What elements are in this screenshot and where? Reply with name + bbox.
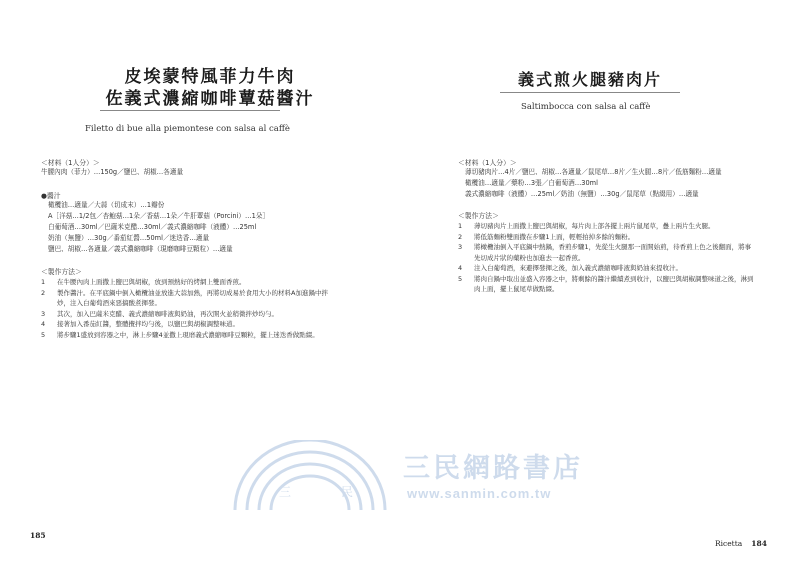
left-ingredient-line: 牛腰內肉（菲力）…150g／鹽巴、胡椒…各適量 <box>41 168 184 176</box>
left-sauce-line: 白葡萄酒…30ml／巴薩米克醋…30ml／義式濃縮咖啡（液體）…25ml <box>48 223 257 231</box>
method-step: 3 將橄欖油倒入平底鍋中熱鍋，香煎步驟1，先從生火腿那一面開始煎，待香煎上色之後翻面，將事 <box>458 243 752 251</box>
right-ingredients-header: ＜材料（1人分）＞ <box>458 159 517 167</box>
right-ingredient-line: 薄切豬肉片…4片／鹽巴、胡椒…各適量／鼠尾草…8片／生火腿…8片／低筋麵粉…適量 <box>465 168 722 176</box>
method-step: 5 將肉自鍋中取出並盛入容器之中，將剩餘的醬汁繼續煮到收汁，以鹽巴與胡椒調整味道之後，淋到 <box>458 274 754 283</box>
right-method-header: ＜製作方法＞ <box>458 212 499 220</box>
method-step: 2 製作醬汁。在平底鍋中倒入橄欖油並放進大蒜加熱，再將切成易於食用大小的材料A加進鍋中拌 <box>41 288 328 297</box>
left-sauce-line: 橄欖油…適量／大蒜（切成末）…1瓣份 <box>48 201 165 209</box>
method-step: 1 薄切豬肉片上面撒上鹽巴與胡椒，每片肉上部各擺上兩片鼠尾草，疊上兩片生火腿。 <box>458 222 715 230</box>
right-title-divider <box>500 92 680 93</box>
watermark-store-name: 三民網路書店 <box>403 453 583 484</box>
sanmin-watermark <box>225 440 625 515</box>
left-method-header: ＜製作方法＞ <box>41 268 82 276</box>
method-step: 1 在牛腰內肉上面撒上鹽巴與胡椒，放到預熱好的烤網上雙面香煎。 <box>41 278 246 286</box>
left-sauce-line: 鹽巴、胡椒…各適量／義式濃縮咖啡（現磨咖啡豆顆粒）…適量 <box>48 245 233 253</box>
right-page-footer <box>715 531 767 550</box>
logo-char: 民 <box>341 485 354 499</box>
left-sauce-line: A［洋菇…1/2包／杏鮑菇…1朵／香菇…1朵／牛肝蕈菇（Porcini）…1朵］ <box>48 212 269 220</box>
method-step: 5 將步驟1盛放到容器之中，淋上步驟4並撒上現磨義式濃縮咖啡豆顆粒，擺上迷迭香做點綴。 <box>41 330 319 339</box>
logo-char: 三 <box>279 485 292 499</box>
watermark-url: www.sanmin.com.tw <box>407 486 552 501</box>
method-step-continuation: 先切成片狀的藥粉也加進去一起香煎。 <box>474 253 585 262</box>
method-step-continuation: 炒，注入白葡萄酒來惡搞酸煮揮發。 <box>57 299 161 307</box>
sanmin-logo-arcs <box>225 440 395 512</box>
left-title-divider <box>100 110 280 111</box>
left-sauce-header: ●醬汁 <box>41 192 61 200</box>
right-recipe-title: 義式煎火腿豬肉片 <box>517 70 662 89</box>
method-step-continuation: 肉上面，擺上鼠尾草做點綴。 <box>474 285 559 293</box>
left-recipe-subtitle: Filetto di bue alla piemontese con salsa al caffè <box>85 124 290 134</box>
left-method-steps <box>41 277 328 340</box>
method-step: 4 接著加入番茄紅醬，整體攪拌均勻後，以鹽巴與胡椒調整味道。 <box>41 320 239 328</box>
left-page-number: 185 <box>30 531 46 540</box>
method-step: 3 其次，加入巴薩米克醋、義式濃縮咖啡液與奶油，再次開火並稍微拌炒均勻。 <box>41 309 278 318</box>
right-recipe-subtitle: Saltimbocca con salsa al caffè <box>521 102 651 112</box>
running-head: Ricetta <box>715 539 743 548</box>
right-method-steps <box>458 221 754 295</box>
left-sauce-line: 奶油（無鹽）…30g／番茄紅醬…50ml／迷迭香…適量 <box>48 234 210 242</box>
left-recipe-title-line2: 佐義式濃縮咖啡蕈菇醬汁 <box>105 89 315 109</box>
method-step: 4 注入白葡萄酒，來避擇發揮之後，加入義式濃縮咖啡液與奶油來提收汁。 <box>458 264 682 272</box>
left-recipe-title-line1: 皮埃蒙特風菲力牛肉 <box>124 67 296 87</box>
right-ingredient-line: 義式濃縮咖啡（液體）…25ml／奶油（無鹽）…30g／鼠尾草（點綴用）…適量 <box>465 190 699 198</box>
right-ingredient-line: 橄欖油…適量／藥粉…3張／白葡萄酒…30ml <box>465 179 598 187</box>
left-ingredients-header: ＜材料（1人分）＞ <box>41 159 100 167</box>
right-page-number: 184 <box>751 539 767 548</box>
method-step: 2 將低筋麵粉雙面撒在步驟1上面，輕輕拍掉多餘的麵粉。 <box>458 232 635 241</box>
